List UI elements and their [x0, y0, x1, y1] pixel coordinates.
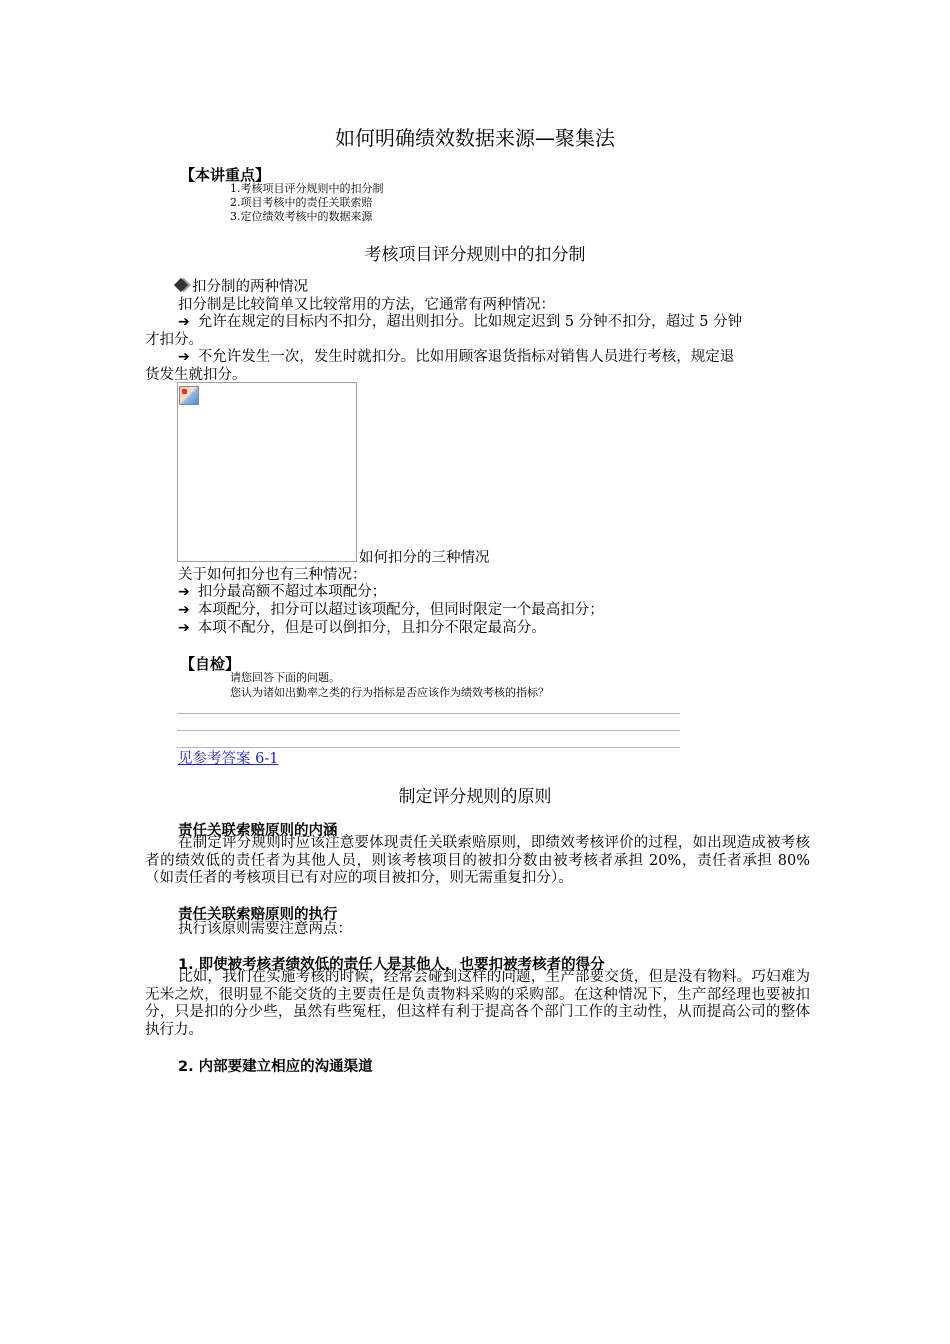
- selfcheck-prompt: 请您回答下面的问题。: [230, 671, 340, 684]
- subheading-line: [172, 278, 308, 296]
- selfcheck-question: 您认为诸如出勤率之类的行为指标是否应该作为绩效考核的指标？: [230, 686, 549, 699]
- three-cases-intro: 关于如何扣分也有三种情况：: [178, 567, 367, 583]
- case-text: 不允许发生一次，发生时就扣分。比如用顾客退货指标对销售人员进行考核，规定退: [197, 349, 735, 365]
- answer-line: [177, 730, 680, 731]
- selfcheck-heading: 【自检】: [180, 655, 241, 673]
- keypoint-item: 1.考核项目评分规则中的扣分制: [230, 182, 384, 195]
- subsection-heading: 责任关联索赔原则的执行: [178, 907, 338, 923]
- arrow-bullet-icon: ➔: [178, 349, 190, 365]
- section-title: 制定评分规则的原则: [398, 787, 552, 807]
- case-text-continued: 货发生就扣分。: [145, 367, 247, 383]
- reference-answer-link-text[interactable]: 见参考答案 6-1: [178, 751, 279, 767]
- answer-line: [177, 747, 680, 748]
- subheading-text: 扣分制的两种情况: [192, 279, 308, 295]
- arrow-bullet-icon: ➔: [178, 620, 190, 636]
- list-item: [178, 583, 386, 601]
- intro-text: 扣分制是比较简单又比较常用的方法，它通常有两种情况：: [178, 297, 555, 313]
- arrow-bullet-icon: ➔: [178, 584, 190, 600]
- subsection-heading: 责任关联索赔原则的内涵: [178, 823, 338, 839]
- image-caption: 如何扣分的三种情况: [359, 550, 490, 566]
- point-heading: 1. 即使被考核者绩效低的责任人是其他人，也要扣被考核者的得分: [178, 957, 605, 973]
- paragraph: 在制定评分规则时应该注意要体现责任关联索赔原则，即绩效考核评价的过程，如出现造成被考核者的绩效低的责任者为其他人员，则该考核项目的被扣分数由被考核者承担 20%，责任者承担 80%（如责任者的考核项目已有对应的项目被扣分，则无需重复扣分）。: [145, 835, 810, 886]
- list-item: [178, 601, 604, 619]
- reference-answer-link[interactable]: [178, 750, 278, 768]
- diamond-bullet-icon: [174, 278, 188, 292]
- list-item: [178, 619, 546, 637]
- paragraph: 执行该原则需要注意两点：: [178, 921, 352, 937]
- answer-line: [177, 713, 680, 714]
- paragraph: 比如，我们在实施考核的时候，经常会碰到这样的问题，生产部要交货，但是没有物料。巧妇难为无米之炊，很明显不能交货的主要责任是负责物料采购的采购部。在这种情况下，生产部经理也要被扣分，只是扣的分少些，虽然有些冤枉，但这样有利于提高各个部门工作的主动性，从而提高公司的整体执行力。: [145, 969, 810, 1038]
- image-placeholder: [177, 382, 357, 562]
- arrow-bullet-icon: ➔: [178, 314, 190, 330]
- case-line: [178, 348, 734, 366]
- case-line: [178, 313, 742, 331]
- arrow-bullet-icon: ➔: [178, 602, 190, 618]
- list-item-text: 本项配分，扣分可以超过该项配分，但同时限定一个最高扣分；: [197, 602, 604, 618]
- keypoint-item: 2.项目考核中的责任关联索赔: [230, 196, 373, 209]
- case-text: 允许在规定的目标内不扣分，超出则扣分。比如规定迟到 5 分钟不扣分，超过 5 分钟: [197, 314, 743, 330]
- page-title: 如何明确绩效数据来源—聚集法: [335, 126, 615, 150]
- list-item-text: 扣分最高额不超过本项配分；: [197, 584, 387, 600]
- list-item-text: 本项不配分，但是可以倒扣分，且扣分不限定最高分。: [197, 620, 546, 636]
- point-heading: 2. 内部要建立相应的沟通渠道: [178, 1059, 373, 1075]
- broken-image-icon: [179, 386, 199, 405]
- case-text-continued: 才扣分。: [145, 332, 203, 348]
- keypoints-heading: 【本讲重点】: [180, 166, 271, 184]
- keypoint-item: 3.定位绩效考核中的数据来源: [230, 210, 373, 223]
- section-title: 考核项目评分规则中的扣分制: [364, 245, 586, 265]
